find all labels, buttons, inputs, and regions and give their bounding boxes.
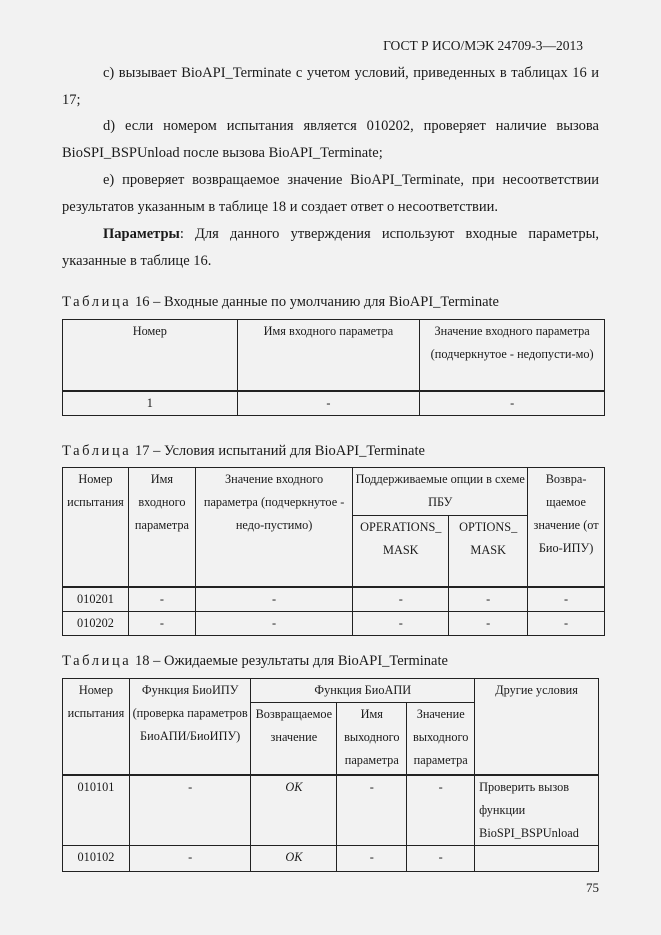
table-row [63,775,599,846]
table17-cell: - [128,611,195,635]
table18-cell: - [337,775,407,846]
parameters-text: : Для данного утверждения используют входные параметры, указанные в таблице 16. [62,226,599,269]
table17-cell: - [449,611,528,635]
table16-header-param-value: Значение входного параметра (подчеркнутое - недопусти-мо) [420,320,605,391]
table-row [63,587,605,612]
table-row [63,611,605,635]
table17-header-operations-mask: OPERATIONS_ MASK [353,516,449,587]
table18 [62,678,599,872]
ok-value: OK [285,779,303,794]
table18-header-return: Возвращаемое значение [251,703,337,775]
table18-header-number: Номер испытания [63,679,130,775]
table18-cell-other: Проверить вызов функции BioSPI_BSPUnload [475,775,599,846]
table16 [62,319,605,416]
page-number: 75 [586,880,599,895]
table17-header-options: Поддерживаемые опции в схеме ПБУ [353,468,528,516]
table17-header-number: Номер испытания [63,468,129,587]
table-row [63,845,599,871]
table16-cell: - [237,391,420,416]
table16-cell: 1 [63,391,238,416]
table17-cell: - [195,611,352,635]
table16-caption-text: 16 – Входные данные по умолчанию для BioAPI_Terminate [131,294,499,310]
table17-caption-word: Таблица [62,443,132,459]
table17-cell: - [449,587,528,612]
table18-cell: - [407,775,475,846]
table17-caption [62,443,425,460]
table16-header-number: Номер [63,320,238,391]
table17-header-param-name: Имя входного параметра [128,468,195,587]
table18-cell: 010101 [63,775,130,846]
paragraph-parameters [62,221,599,275]
table18-cell-ok [251,775,337,846]
table17-cell: - [128,587,195,612]
table16-cell: - [420,391,605,416]
table18-cell: - [407,845,475,871]
ok-value: OK [285,849,303,864]
table17-cell: 010202 [63,611,129,635]
table16-header-param-name: Имя входного параметра [237,320,420,391]
paragraph-d: d) если номером испытания является 010202, проверяет наличие вызова BioSPI_BSPUnload после вызова BioAPI_Terminate; [62,118,599,161]
table17-cell: - [195,587,352,612]
table18-cell: - [337,845,407,871]
table-row [63,391,605,416]
table16-caption [62,294,499,311]
table18-cell-other [475,845,599,871]
table17-header-options-mask: OPTIONS_ MASK [449,516,528,587]
table17-header-param-value: Значение входного параметра (подчеркнутое - недо-пустимо) [195,468,352,587]
table18-header-out-name: Имя выходного параметра [337,703,407,775]
table17-header-return: Возвра-щаемое значение (от Био-ИПУ) [528,468,605,587]
table18-header-bio-api: Функция БиоАПИ [251,679,475,703]
paragraph-c: c) вызывает BioAPI_Terminate с учетом условий, приведенных в таблицах 16 и 17; [62,65,599,108]
table18-cell: 010102 [63,845,130,871]
paragraph-e: e) проверяет возвращаемое значение BioAPI_Terminate, при несоответствии результатов указанным в таблице 18 и создает ответ о несоответствии. [62,172,599,215]
table17 [62,467,605,636]
table18-caption-text: 18 – Ожидаемые результаты для BioAPI_Terminate [131,653,448,669]
parameters-label: Параметры [103,226,180,242]
table17-cell: 010201 [63,587,129,612]
table17-cell: - [353,587,449,612]
table18-caption-word: Таблица [62,653,132,669]
table17-cell: - [353,611,449,635]
table18-cell: - [129,775,250,846]
table18-header-bio-ipu: Функция БиоИПУ (проверка параметров БиоАПИ/БиоИПУ) [129,679,250,775]
table18-header-other: Другие условия [475,679,599,775]
table17-caption-text: 17 – Условия испытаний для BioAPI_Terminate [131,443,425,459]
table18-caption [62,653,448,670]
table17-cell: - [528,587,605,612]
table16-caption-word: Таблица [62,294,132,310]
standard-header: ГОСТ Р ИСО/МЭК 24709-3—2013 [383,38,583,53]
table18-cell: - [129,845,250,871]
table18-cell-ok [251,845,337,871]
table18-header-out-value: Значение выходного параметра [407,703,475,775]
table17-cell: - [528,611,605,635]
